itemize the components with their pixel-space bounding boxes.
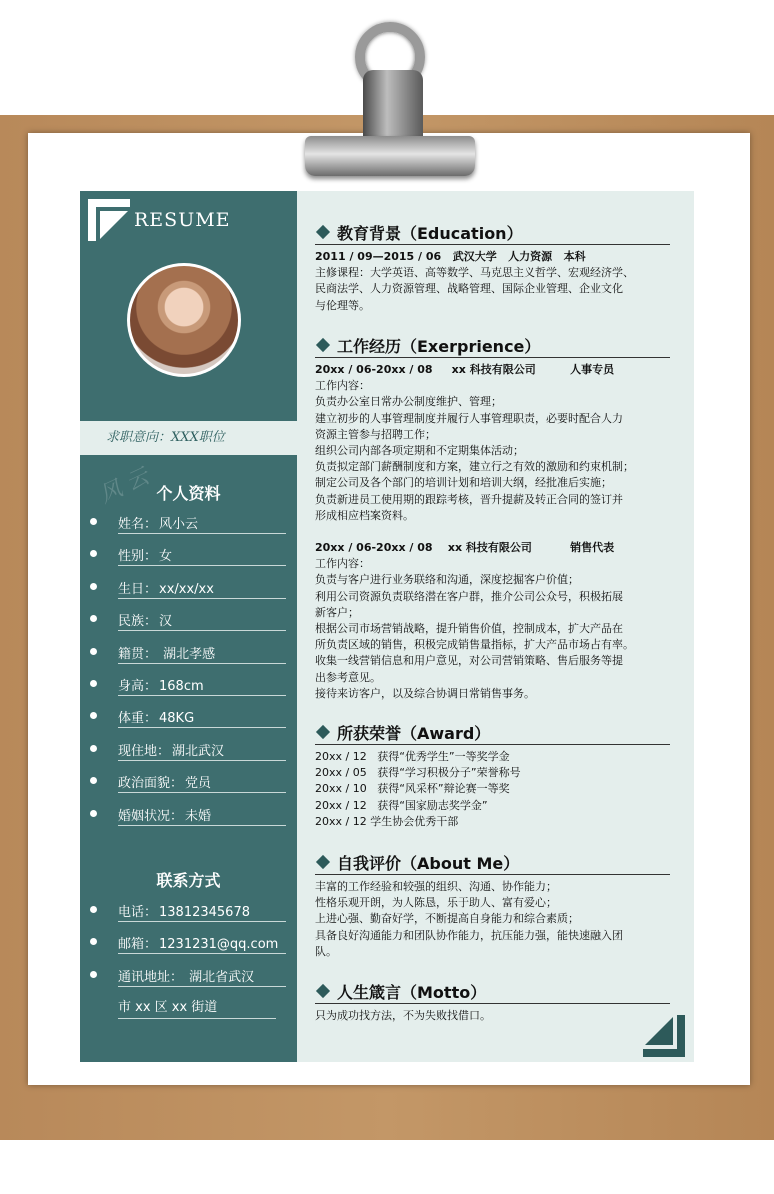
clipboard-clip-icon bbox=[305, 136, 475, 176]
job-intention: 求职意向：XXX职位 bbox=[80, 421, 297, 455]
diamond-bullet-icon bbox=[316, 338, 330, 352]
diamond-bullet-icon bbox=[316, 225, 330, 239]
bullet-icon bbox=[90, 777, 97, 784]
underline bbox=[118, 953, 286, 954]
text-line: 性格乐观开朗，为人陈恳，乐于助人、富有爱心； bbox=[315, 896, 557, 910]
contact-info-value: 湖北省武汉 bbox=[185, 969, 255, 985]
watermark-mark: 风 云 bbox=[95, 464, 153, 509]
text-line: 20xx / 12 获得“国家励志奖学金” bbox=[315, 798, 488, 812]
personal-info-text bbox=[118, 578, 214, 597]
text-line: 队。 bbox=[315, 944, 337, 958]
personal-info-row bbox=[90, 512, 280, 534]
bullet-icon bbox=[90, 583, 97, 590]
text-line: 收集一线营销信息和用户意见，对公司营销策略、售后服务等提 bbox=[315, 654, 623, 668]
section-title-education bbox=[315, 221, 670, 245]
diamond-bullet-icon bbox=[316, 725, 330, 739]
bullet-icon bbox=[90, 938, 97, 945]
corner-decoration-icon bbox=[88, 199, 130, 241]
text-line: 与伦理等。 bbox=[315, 298, 370, 312]
personal-info-row bbox=[90, 674, 280, 696]
text-line: 20xx / 06-20xx / 08 xx 科技有限公司 销售代表 bbox=[315, 541, 615, 554]
text-line: 上进心强、勤奋好学，不断提高自身能力和综合素质； bbox=[315, 912, 579, 926]
text-line: 形成相应档案资料。 bbox=[315, 508, 414, 522]
bullet-icon bbox=[90, 906, 97, 913]
personal-info-value: 未婚 bbox=[185, 808, 212, 824]
resume-sidebar bbox=[80, 191, 297, 1062]
text-line: 丰富的工作经验和较强的组织、沟通、协作能力； bbox=[315, 880, 557, 893]
underline bbox=[118, 727, 286, 728]
personal-info-text bbox=[118, 740, 224, 759]
underline bbox=[118, 1018, 276, 1019]
text-line: 所负责区域的销售，积极完成销售量指标，扩大产品市场占有率。 bbox=[315, 638, 634, 652]
text-line: 出参考意见。 bbox=[315, 670, 381, 684]
contact-info-row bbox=[90, 932, 280, 954]
self-eval-title: 自我评价（About Me） bbox=[337, 854, 520, 873]
bullet-icon bbox=[90, 550, 97, 557]
self-eval-block bbox=[315, 879, 675, 960]
text-line: 建立初步的人事管理制度并履行人事管理职责，必要时配合人力 bbox=[315, 411, 623, 425]
personal-info-label: 政治面貌： bbox=[118, 776, 184, 792]
text-line: 20xx / 10 获得“风采杯”辩论赛一等奖 bbox=[315, 782, 510, 796]
personal-info-text bbox=[118, 643, 215, 662]
contact-info-value: 13812345678 bbox=[159, 905, 250, 920]
text-line: 负责与客户进行业务联络和沟通，深度挖掘客户价值； bbox=[315, 573, 579, 587]
personal-info-text bbox=[118, 675, 204, 694]
section-title-motto bbox=[315, 980, 670, 1004]
diamond-bullet-icon bbox=[316, 984, 330, 998]
underline bbox=[118, 565, 286, 566]
bullet-icon bbox=[90, 745, 97, 752]
personal-info-label: 现住地： bbox=[118, 743, 171, 759]
personal-info-label: 性别： bbox=[118, 549, 158, 565]
contact-info-label: 通讯地址： bbox=[118, 969, 184, 985]
contact-info-label: 电话： bbox=[118, 905, 158, 920]
resume-main bbox=[297, 191, 694, 1062]
personal-info-value: 湖北武汉 bbox=[172, 743, 225, 759]
personal-info-label: 体重： bbox=[118, 711, 158, 727]
text-line: 主修课程：大学英语、高等数学、马克思主义哲学、宏观经济学、 bbox=[315, 266, 634, 280]
contact-info-text bbox=[118, 933, 278, 952]
avatar bbox=[130, 266, 238, 374]
personal-info-text bbox=[118, 610, 172, 629]
personal-info-value: 女 bbox=[159, 549, 173, 565]
motto-block bbox=[315, 1008, 675, 1024]
awards-title: 所获荣誉（Award） bbox=[337, 724, 491, 743]
personal-info-row bbox=[90, 771, 280, 793]
personal-info-text bbox=[118, 513, 198, 532]
text-line: 民商法学、人力资源管理、战略管理、国际企业管理、企业文化 bbox=[315, 282, 623, 296]
personal-info-value: xx/xx/xx bbox=[159, 581, 214, 597]
work-title: 工作经历（Exerprience） bbox=[337, 337, 541, 356]
personal-info-value: 湖北孝感 bbox=[159, 646, 216, 662]
personal-info-value: 汉 bbox=[159, 614, 173, 630]
contact-heading: 联系方式 bbox=[156, 871, 221, 890]
personal-info-text bbox=[118, 545, 172, 564]
personal-info-row bbox=[90, 544, 280, 566]
personal-info-row bbox=[90, 804, 280, 826]
personal-info-value: 党员 bbox=[185, 776, 212, 792]
bullet-icon bbox=[90, 680, 97, 687]
underline bbox=[118, 760, 286, 761]
personal-info-label: 民族： bbox=[118, 614, 158, 630]
personal-info-label: 身高： bbox=[118, 679, 158, 694]
underline bbox=[118, 825, 286, 826]
bullet-icon bbox=[90, 518, 97, 525]
section-title-self-eval bbox=[315, 851, 670, 875]
motto-title: 人生箴言（Motto） bbox=[337, 983, 487, 1002]
underline bbox=[118, 598, 286, 599]
personal-info-row bbox=[90, 642, 280, 664]
personal-info-value: 48KG bbox=[159, 711, 195, 727]
personal-info-heading: 个人资料 bbox=[156, 484, 221, 503]
personal-info-text bbox=[118, 707, 194, 726]
contact-info-text bbox=[118, 966, 254, 985]
text-line: 新客户； bbox=[315, 605, 359, 619]
text-line: 资源主管参与招聘工作； bbox=[315, 427, 436, 441]
address-line-2 bbox=[118, 996, 276, 1019]
underline bbox=[118, 921, 286, 922]
personal-info-text bbox=[118, 772, 211, 791]
work-job2-block bbox=[315, 540, 675, 702]
personal-info-value: 风小云 bbox=[159, 517, 199, 532]
text-line: 20xx / 12 获得“优秀学生”一等奖学金 bbox=[315, 750, 510, 763]
personal-info-label: 婚姻状况： bbox=[118, 808, 184, 824]
bullet-icon bbox=[90, 712, 97, 719]
text-line: 工作内容： bbox=[315, 557, 370, 571]
text-line: 2011 / 09—2015 / 06 武汉大学 人力资源 本科 bbox=[315, 250, 586, 263]
awards-block bbox=[315, 749, 675, 830]
bullet-icon bbox=[90, 971, 97, 978]
bullet-icon bbox=[90, 810, 97, 817]
underline bbox=[118, 695, 286, 696]
contact-info-row bbox=[90, 965, 280, 987]
underline bbox=[118, 533, 286, 534]
personal-info-row bbox=[90, 706, 280, 728]
text-line: 20xx / 12 学生协会优秀干部 bbox=[315, 814, 459, 828]
underline bbox=[118, 663, 286, 664]
text-line: 制定公司及各个部门的培训计划和培训大纲，经批准后实施； bbox=[315, 476, 612, 490]
underline bbox=[118, 792, 286, 793]
personal-info-row bbox=[90, 577, 280, 599]
resume-label: RESUME bbox=[134, 209, 231, 231]
text-line: 组织公司内部各项定期和不定期集体活动； bbox=[315, 444, 524, 458]
contact-info-text bbox=[118, 901, 250, 920]
bullet-icon bbox=[90, 648, 97, 655]
contact-info-value: 1231231@qq.com bbox=[159, 937, 279, 953]
text-line: 利用公司资源负责联络潜在客户群，推介公司公众号，积极拓展 bbox=[315, 589, 623, 603]
text-line: 具备良好沟通能力和团队协作能力，抗压能力强，能快速融入团 bbox=[315, 928, 623, 942]
text-line: 负责办公室日常办公制度维护、管理； bbox=[315, 395, 502, 409]
personal-info-value: 168cm bbox=[159, 679, 204, 694]
text-line: 负责拟定部门薪酬制度和方案，建立行之有效的激励和约束机制； bbox=[315, 460, 634, 474]
text-line: 负责新进员工使用期的跟踪考核，晋升提薪及转正合同的签订并 bbox=[315, 492, 623, 506]
personal-info-text bbox=[118, 805, 211, 824]
personal-info-row bbox=[90, 609, 280, 631]
text-line: 根据公司市场营销战略，提升销售价值，控制成本，扩大产品在 bbox=[315, 622, 623, 636]
underline bbox=[118, 630, 286, 631]
profile-photo bbox=[127, 263, 241, 377]
text-line: 接待来访客户，以及综合协调日常销售事务。 bbox=[315, 686, 535, 700]
address-line-2-text: 市 xx 区 xx 街道 bbox=[118, 1000, 218, 1015]
text-line: 工作内容： bbox=[315, 379, 370, 393]
section-title-awards bbox=[315, 721, 670, 745]
contact-info-label: 邮箱： bbox=[118, 937, 158, 953]
contact-info-row bbox=[90, 900, 280, 922]
personal-info-label: 姓名： bbox=[118, 517, 158, 532]
personal-info-label: 籍贯： bbox=[118, 646, 158, 662]
education-block bbox=[315, 249, 675, 314]
underline bbox=[118, 986, 286, 987]
section-title-work bbox=[315, 334, 670, 358]
work-job1-block bbox=[315, 362, 675, 524]
personal-info-row bbox=[90, 739, 280, 761]
text-line: 20xx / 05 获得“学习积极分子”荣誉称号 bbox=[315, 766, 521, 780]
text-line: 只为成功找方法，不为失败找借口。 bbox=[315, 1009, 491, 1022]
bullet-icon bbox=[90, 615, 97, 622]
education-title: 教育背景（Education） bbox=[337, 224, 523, 243]
personal-info-label: 生日： bbox=[118, 581, 158, 597]
corner-decoration-icon bbox=[643, 1015, 685, 1057]
text-line: 20xx / 06-20xx / 08 xx 科技有限公司 人事专员 bbox=[315, 363, 615, 376]
diamond-bullet-icon bbox=[316, 855, 330, 869]
